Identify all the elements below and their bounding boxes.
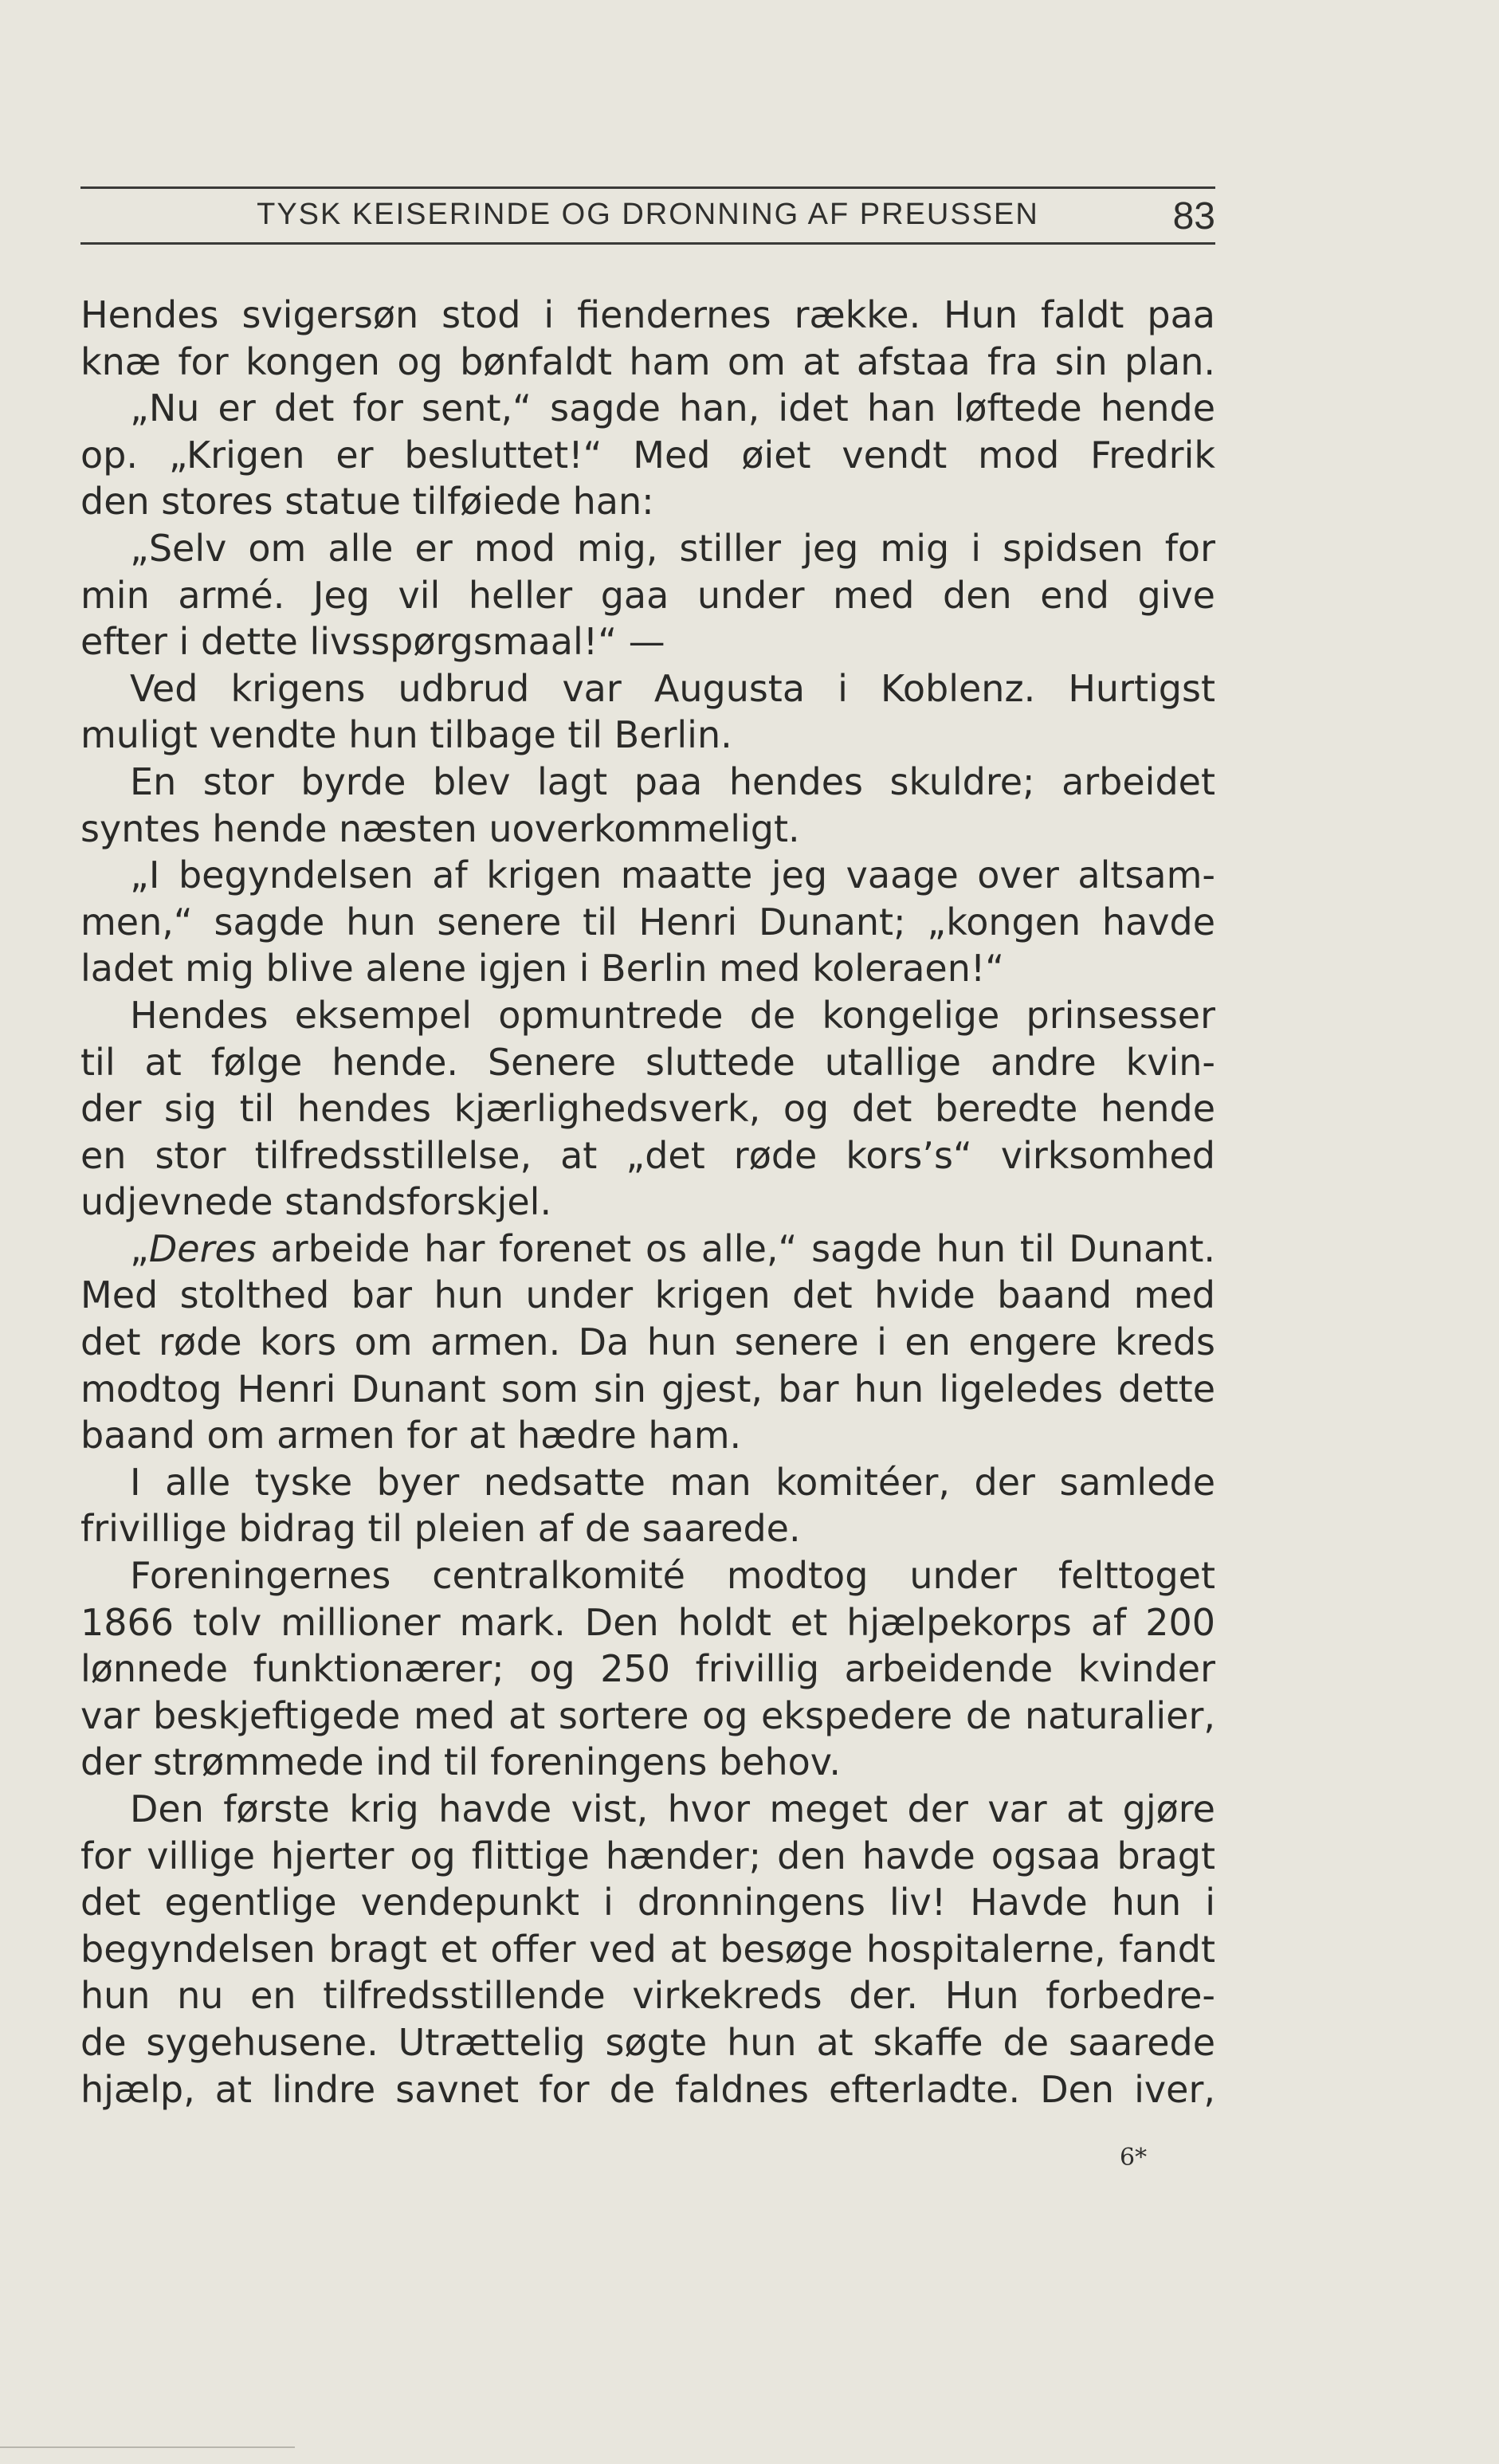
text-line: de sygehusene. Utrættelig søgte hun at skaffe de saarede (80, 2020, 1215, 2064)
body-text (80, 292, 1215, 2113)
text-line: muligt vendte hun tilbage til Berlin. (80, 713, 732, 757)
text-line: for villige hjerter og flittige hænder; den havde ogsaa bragt (80, 1834, 1215, 1877)
text-line: det røde kors om armen. Da hun senere i en engere kreds (80, 1320, 1215, 1364)
text-line: „Nu er det for sent,“ sagde han, idet han løftede hende (130, 386, 1215, 430)
text-line: En stor byrde blev lagt paa hendes skuldre; arbeidet (130, 759, 1215, 803)
text-line: til at følge hende. Senere sluttede utallige andre kvin- (80, 1040, 1215, 1084)
text-line: den stores statue tilføiede han: (80, 480, 654, 524)
running-header (80, 194, 1215, 239)
text-line: var beskjeftigede med at sortere og ekspedere de naturalier, (80, 1693, 1215, 1737)
text-line-rest: arbeide har forenet os alle,“ sagde hun til Dunant. (256, 1226, 1215, 1270)
scan-edge-line (0, 2446, 295, 2448)
text-line: 1866 tolv millioner mark. Den holdt et hjælpekorps af 200 (80, 1600, 1215, 1644)
text-line: syntes hende næsten uoverkommeligt. (80, 806, 800, 850)
text-line: det egentlige vendepunkt i dronningens liv! Havde hun i (80, 1881, 1215, 1925)
text-line: hjælp, at lindre savnet for de faldnes efterladte. Den iver, (80, 2067, 1215, 2111)
text-line: Foreningernes centralkomité modtog under felttoget (130, 1554, 1215, 1598)
text-line: min armé. Jeg vil heller gaa under med den end give (80, 573, 1215, 617)
text-line: „Selv om alle er mod mig, stiller jeg mig i spidsen for (130, 526, 1215, 570)
text-line: hun nu en tilfredsstillende virkekreds der. Hun forbedre- (80, 1974, 1215, 2018)
text-line: baand om armen for at hædre ham. (80, 1414, 742, 1458)
text-line: knæ for kongen og bønfaldt ham om at afstaa fra sin plan. (80, 339, 1215, 383)
text-line: I alle tyske byer nedsatte man komitéer, der samlede (130, 1460, 1215, 1504)
text-line: „I begyndelsen af krigen maatte jeg vaage over altsam- (130, 853, 1215, 897)
text-line: Ved krigens udbrud var Augusta i Koblenz. Hurtigst (130, 666, 1215, 710)
italic-word: Deres (148, 1226, 257, 1270)
text-line: lønnede funktionærer; og 250 frivillig arbeidende kvinder (80, 1647, 1215, 1691)
text-line: der sig til hendes kjærlighedsverk, og det beredte hende (80, 1087, 1215, 1131)
text-line: Hendes svigersøn stod i fiendernes række. Hun faldt paa (80, 293, 1215, 336)
text-line: op. „Krigen er besluttet!“ Med øiet vendt mod Fredrik (80, 433, 1215, 477)
text-line: Med stolthed bar hun under krigen det hvide baand med (80, 1273, 1215, 1317)
page-number: 83 (1172, 195, 1215, 237)
text-line: begyndelsen bragt et offer ved at besøge hospitalerne, fandt (80, 1927, 1215, 1971)
text-line: frivillige bidrag til pleien af de saarede. (80, 1507, 801, 1551)
text-line: modtog Henri Dunant som sin gjest, bar hun ligeledes dette (80, 1367, 1215, 1411)
text-line: udjevnede standsforskjel. (80, 1180, 552, 1224)
text-line: en stor tilfredsstillelse, at „det røde kors’s“ virksomhed (80, 1133, 1215, 1177)
text-line: ladet mig blive alene igjen i Berlin med koleraen!“ (80, 947, 1005, 991)
header-rule-bottom (80, 242, 1215, 245)
text-line-with-italic: „Deres arbeide har forenet os alle,“ sagde hun til Dunant. (130, 1226, 1215, 1270)
running-title: TYSK KEISERINDE OG DRONNING AF PREUSSEN (257, 198, 1039, 231)
text-line: Den første krig havde vist, hvor meget der var at gjøre (130, 1787, 1215, 1830)
text-line: der strømmede ind til foreningens behov. (80, 1740, 842, 1784)
signature-mark: 6* (1120, 2144, 1148, 2172)
text-line: Hendes eksempel opmuntrede de kongelige prinsesser (130, 993, 1215, 1037)
text-line: men,“ sagde hun senere til Henri Dunant; „kongen havde (80, 900, 1215, 944)
header-rule-top (80, 186, 1215, 189)
text-line: efter i dette livsspørgsmaal!“ — (80, 620, 665, 664)
